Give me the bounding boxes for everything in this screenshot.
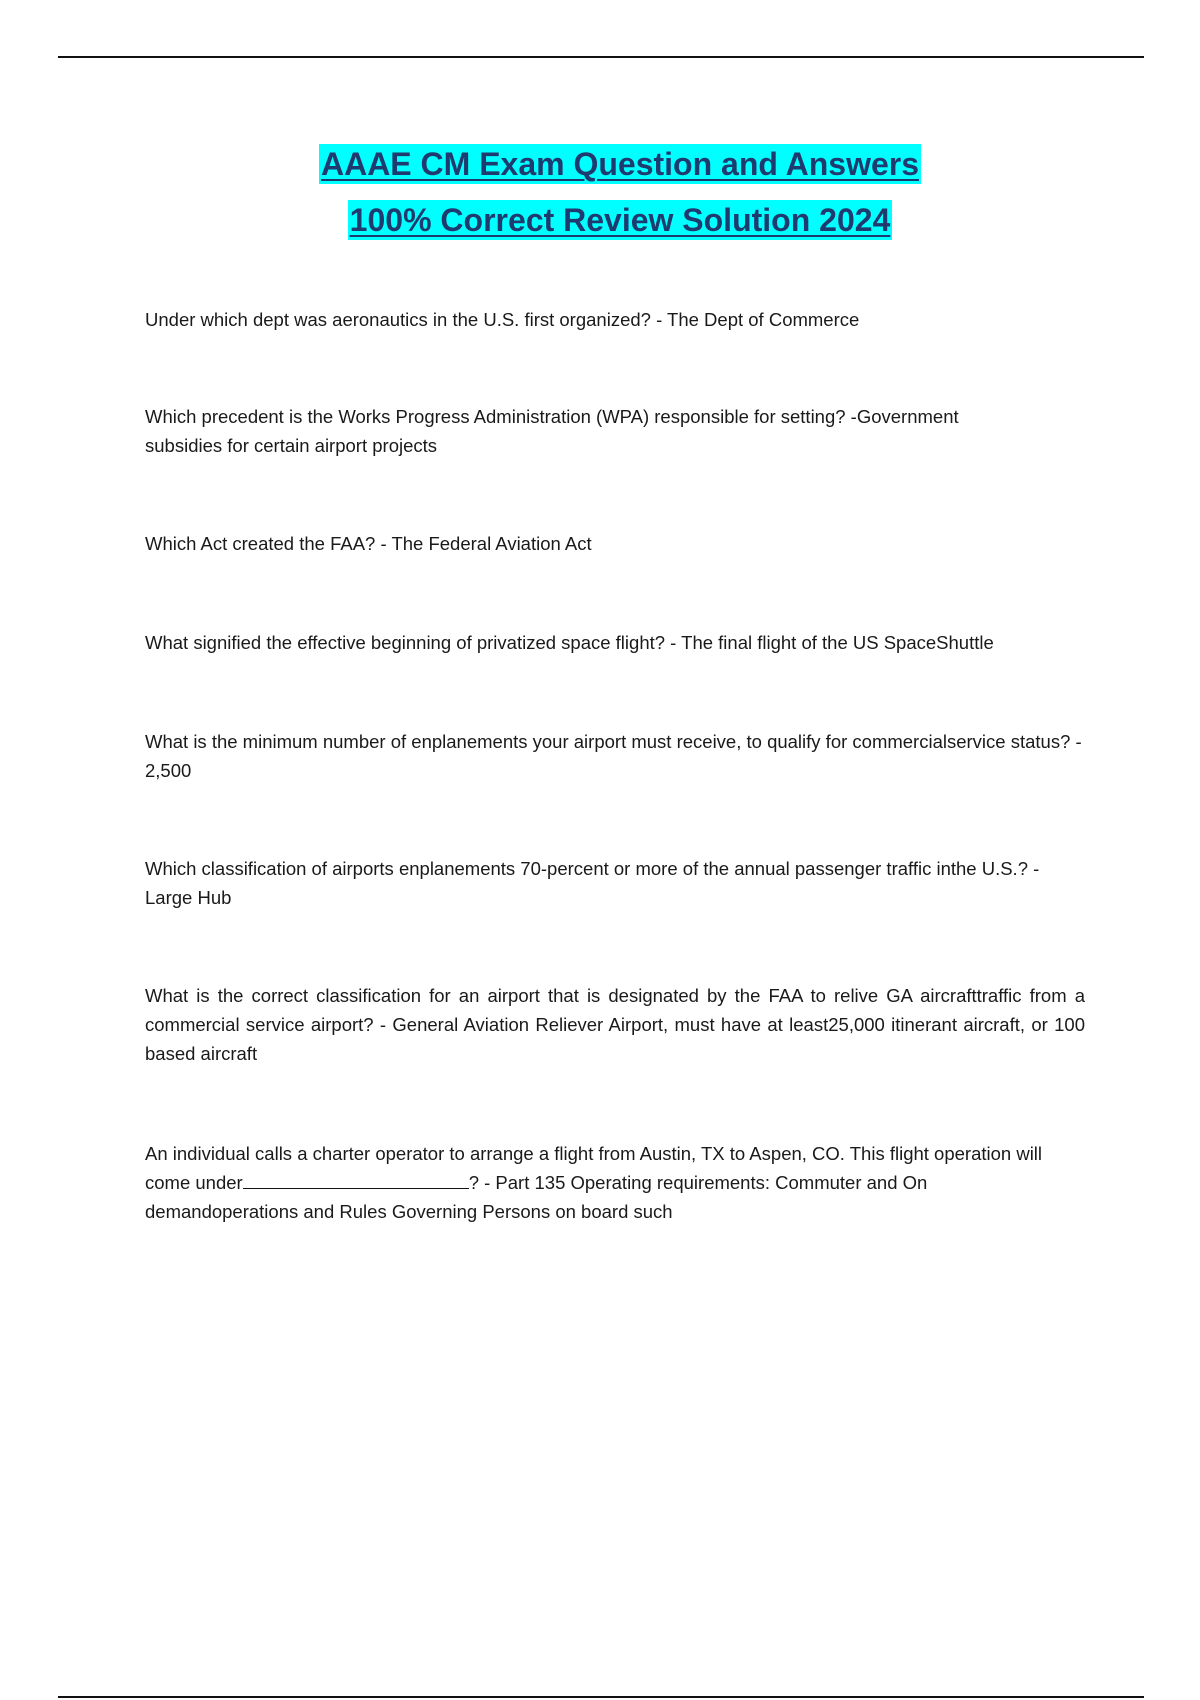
qa-item-8-answer: ? - Part 135 Operating requirements: Commuter and On demandoperations and Rules Governing Persons on board such xyxy=(145,1172,928,1222)
top-rule xyxy=(58,56,1144,58)
title-line-2: 100% Correct Review Solution 2024 xyxy=(349,202,891,238)
qa-item-4: What signified the effective beginning of privatized space flight? - The final flight of the US SpaceShuttle xyxy=(145,632,994,653)
qa-item-3: Which Act created the FAA? - The Federal Aviation Act xyxy=(145,533,592,554)
document-title xyxy=(0,144,1200,240)
qa-item-5: What is the minimum number of enplanements your airport must receive, to qualify for commercialservice status? - 2,500 xyxy=(145,731,1082,781)
bottom-rule xyxy=(58,1696,1144,1698)
qa-item-8 xyxy=(145,1139,1085,1226)
qa-item-6: Which classification of airports enplanements 70-percent or more of the annual passenger traffic inthe U.S.? - Large Hub xyxy=(145,858,1040,908)
qa-item-1: Under which dept was aeronautics in the U.S. first organized? - The Dept of Commerce xyxy=(145,309,860,330)
title-line-1: AAAE CM Exam Question and Answers xyxy=(320,146,920,182)
qa-item-7: What is the correct classification for an airport that is designated by the FAA to relive GA aircrafttraffic from a commercial service airport? - General Aviation Reliever Airport, must have at least25,000 itinerant aircraft, or 100 based aircraft xyxy=(145,985,1085,1064)
qa-item-8-question: An individual calls a charter operator to arrange a flight from Austin, TX to Aspen, CO. This flight operation will come under xyxy=(145,1143,1043,1193)
fill-in-blank xyxy=(243,1170,469,1189)
qa-item-2: Which precedent is the Works Progress Administration (WPA) responsible for setting? -Government subsidies for certain airport projects xyxy=(145,406,959,456)
